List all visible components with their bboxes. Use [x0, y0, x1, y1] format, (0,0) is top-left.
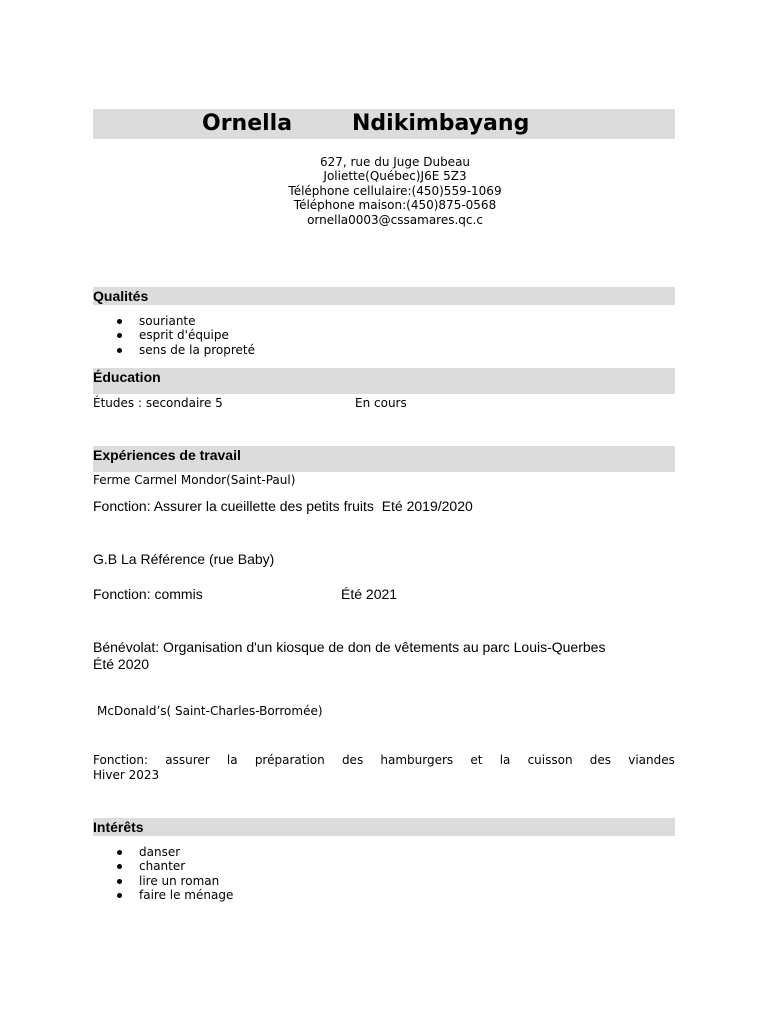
contact-block: [93, 155, 697, 227]
contact-cell-phone: Téléphone cellulaire:(450)559-1069: [288, 183, 502, 198]
last-name: Ndikimbayang: [352, 111, 530, 136]
qualites-heading: Qualités: [93, 288, 149, 304]
list-item: esprit d'équipe: [93, 328, 255, 342]
education-status: En cours: [355, 396, 407, 410]
job2-employer: G.B La Référence (rue Baby): [93, 551, 275, 567]
first-name: Ornella: [202, 111, 293, 136]
job1-employer: Ferme Carmel Mondor(Saint-Paul): [93, 473, 296, 487]
bullet-icon: [117, 333, 122, 338]
qualites-list: [93, 314, 255, 357]
list-item: sens de la propreté: [93, 343, 255, 357]
interets-heading: Intérêts: [93, 819, 144, 835]
job1-function: Fonction: Assurer la cueillette des petits fruits Eté 2019/2020: [93, 498, 473, 514]
interets-band: [93, 818, 675, 836]
qualites-band: [93, 287, 675, 305]
contact-home-phone: Téléphone maison:(450)875-0568: [293, 198, 497, 213]
bullet-icon: [117, 893, 122, 898]
list-item: chanter: [93, 859, 233, 873]
job2-function: Fonction: commis: [93, 586, 203, 602]
contact-address: 627, rue du Juge Dubeau: [319, 155, 471, 169]
education-heading: Éducation: [93, 369, 161, 385]
bullet-icon: [117, 879, 122, 884]
bullet-icon: [117, 319, 122, 324]
list-item: souriante: [93, 314, 255, 328]
contact-email: ornella0003@cssamares.qc.c: [307, 212, 483, 227]
experiences-heading: Expériences de travail: [93, 447, 241, 463]
job3-employer: McDonald’s( Saint-Charles-Borromée): [97, 704, 323, 718]
bullet-icon: [117, 850, 122, 855]
volunteer-description: Bénévolat: Organisation d'un kiosque de don de vêtements au parc Louis-Querbes: [93, 639, 606, 655]
contact-city: Joliette(Québec)J6E 5Z3: [323, 169, 467, 184]
job2-date: Été 2021: [341, 586, 398, 602]
job3-date: Hiver 2023: [93, 768, 160, 782]
bullet-icon: [117, 864, 122, 869]
interets-list: [93, 845, 233, 903]
bullet-icon: [117, 348, 122, 353]
list-item: lire un roman: [93, 874, 233, 888]
list-item: faire le ménage: [93, 888, 233, 902]
list-item: danser: [93, 845, 233, 859]
volunteer-date: Été 2020: [93, 656, 150, 672]
job3-function: Fonction: assurer la préparation des hamburgers et la cuisson des viandes: [93, 753, 675, 767]
education-study: Études : secondaire 5: [93, 396, 223, 410]
education-band: [93, 368, 675, 394]
